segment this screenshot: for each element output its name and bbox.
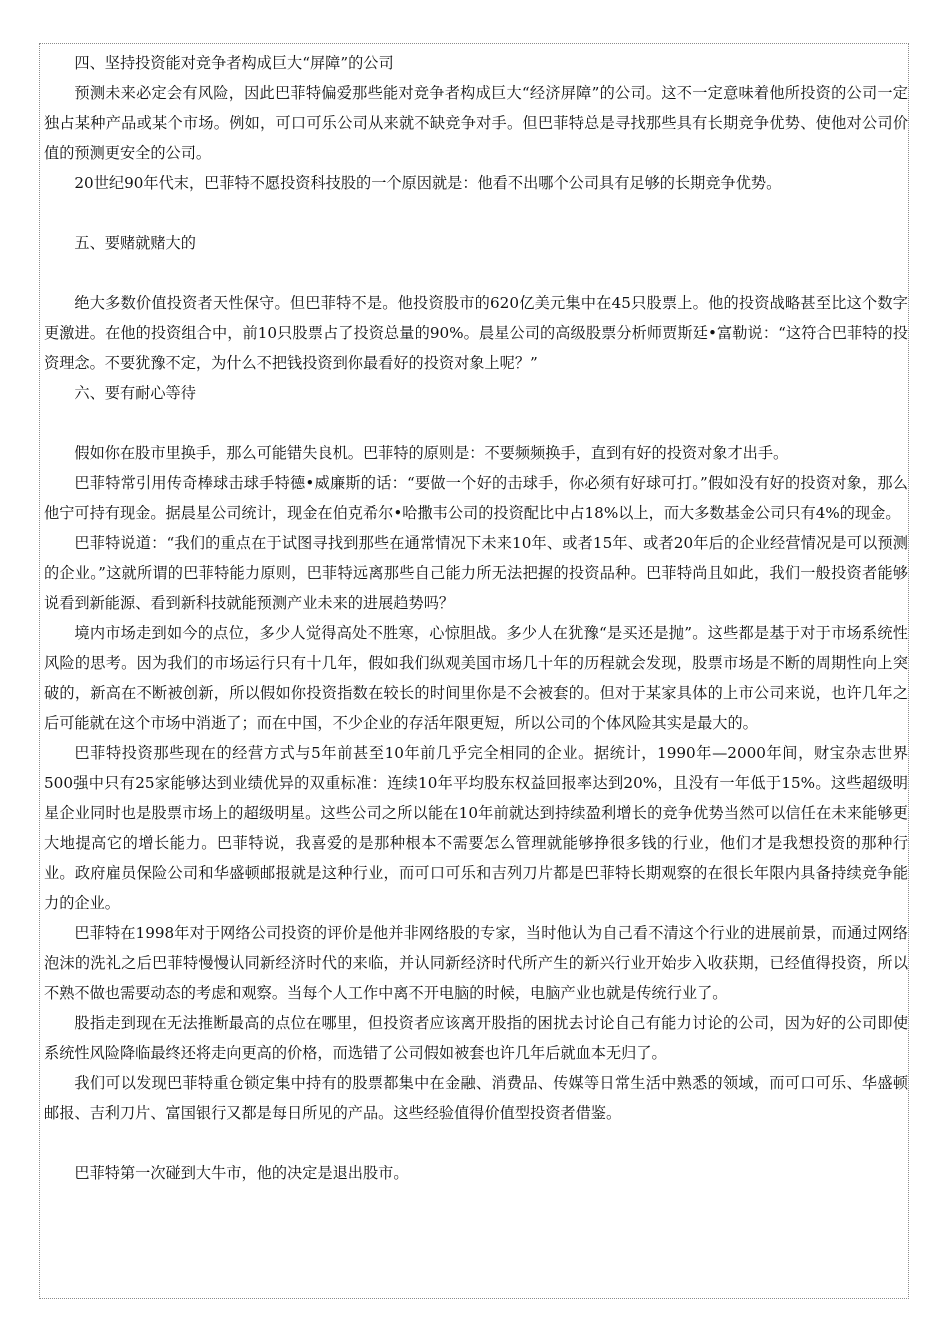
paragraph: 20世纪90年代末，巴菲特不愿投资科技股的一个原因就是：他看不出哪个公司具有足够的长期竞争优势。 xyxy=(74,174,782,192)
paragraph: 绝大多数价值投资者天性保守。但巴菲特不是。他投资股市的620亿美元集中在45只股票上。他的投资战略甚至比这个数字更激进。在他的投资组合中，前10只股票占了投资总量的90%。晨星公司的高级股票分析师贾斯廷•富勒说：“这符合巴菲特的投资理念。不要犹豫不定，为什么不把钱投资到你最看好的投资对象上呢？” xyxy=(44,294,908,372)
paragraph: 预测未来必定会有风险，因此巴菲特偏爱那些能对竞争者构成巨大“经济屏障”的公司。这不一定意味着他所投资的公司一定独占某种产品或某个市场。例如，可口可乐公司从来就不缺竞争对手。但巴菲特总是寻找那些具有长期竞争优势、使他对公司价值的预测更安全的公司。 xyxy=(44,84,908,162)
blank-line xyxy=(44,258,908,288)
paragraph: 巴菲特常引用传奇棒球击球手特德•威廉斯的话：“要做一个好的击球手，你必须有好球可打。”假如没有好的投资对象，那么他宁可持有现金。据晨星公司统计，现金在伯克希尔•哈撒韦公司的投资配比中占18%以上，而大多数基金公司只有4%的现金。 xyxy=(44,474,908,522)
paragraph: 股指走到现在无法推断最高的点位在哪里，但投资者应该离开股指的困扰去讨论自己有能力讨论的公司，因为好的公司即使系统性风险降临最终还将走向更高的价格，而选错了公司假如被套也许几年后就血本无归了。 xyxy=(44,1014,908,1062)
blank-line xyxy=(44,408,908,438)
paragraph: 巴菲特说道：“我们的重点在于试图寻找到那些在通常情况下未来10年、或者15年、或者20年后的企业经营情况是可以预测的企业。”这就所谓的巴菲特能力原则，巴菲特远离那些自己能力所无法把握的投资品种。巴菲特尚且如此，我们一般投资者能够说看到新能源、看到新科技就能预测产业未来的进展趋势吗？ xyxy=(44,534,908,612)
section-5-heading: 五、要赌就赌大的 xyxy=(74,234,196,252)
paragraph: 假如你在股市里换手，那么可能错失良机。巴菲特的原则是：不要频频换手，直到有好的投资对象才出手。 xyxy=(74,444,789,462)
paragraph: 巴菲特投资那些现在的经营方式与5年前甚至10年前几乎完全相同的企业。据统计，1990年—2000年间，财宝杂志世界500强中只有25家能够达到业绩优异的双重标准：连续10年平均股东权益回报率达到20%，且没有一年低于15%。这些超级明星企业同时也是股票市场上的超级明星。这些公司之所以能在10年前就达到持续盈利增长的竞争优势当然可以信任在未来能够更大地提高它的增长能力。巴菲特说，我喜爱的是那种根本不需要怎么管理就能够挣很多钱的行业，他们才是我想投资的那种行业。政府雇员保险公司和华盛顿邮报就是这种行业，而可口可乐和吉列刀片都是巴菲特长期观察的在很长年限内具备持续竞争能力的企业。 xyxy=(44,744,908,912)
paragraph: 境内市场走到如今的点位，多少人觉得高处不胜寒，心惊胆战。多少人在犹豫“是买还是抛”。这些都是基于对于市场系统性风险的思考。因为我们的市场运行只有十几年，假如我们纵观美国市场几十年的历程就会发现，股票市场是不断的周期性向上突破的，新高在不断被创新，所以假如你投资指数在较长的时间里你是不会被套的。但对于某家具体的上市公司来说，也许几年之后可能就在这个市场中消逝了；而在中国，不少企业的存活年限更短，所以公司的个体风险其实是最大的。 xyxy=(44,624,908,732)
document-body xyxy=(44,48,908,1188)
paragraph: 我们可以发现巴菲特重仓锁定集中持有的股票都集中在金融、消费品、传媒等日常生活中熟悉的领域，而可口可乐、华盛顿邮报、吉利刀片、富国银行又都是每日所见的产品。这些经验值得价值型投资者借鉴。 xyxy=(44,1074,908,1122)
section-6-heading: 六、要有耐心等待 xyxy=(74,384,196,402)
blank-line xyxy=(44,198,908,228)
blank-line xyxy=(44,1128,908,1158)
paragraph: 巴菲特在1998年对于网络公司投资的评价是他并非网络股的专家，当时他认为自己看不清这个行业的进展前景，而通过网络泡沫的洗礼之后巴菲特慢慢认同新经济时代的来临，并认同新经济时代所产生的新兴行业开始步入收获期，已经值得投资，所以不熟不做也需要动态的考虑和观察。当每个人工作中离不开电脑的时候，电脑产业也就是传统行业了。 xyxy=(44,924,908,1002)
section-4-heading: 四、坚持投资能对竞争者构成巨大“屏障”的公司 xyxy=(74,54,394,72)
paragraph: 巴菲特第一次碰到大牛市，他的决定是退出股市。 xyxy=(74,1164,409,1182)
